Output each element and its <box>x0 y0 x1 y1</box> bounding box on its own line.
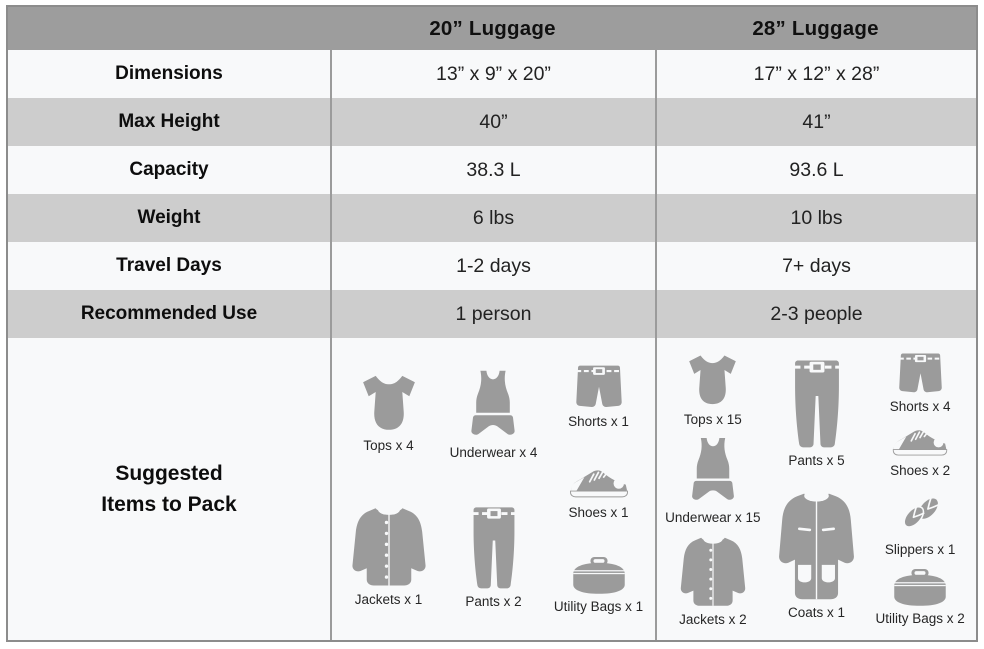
table-row-weight <box>8 194 976 242</box>
pack-item-utility-bags <box>554 557 643 614</box>
pack-row-label-line1: Suggested <box>115 461 223 485</box>
pack-item-jackets <box>347 504 431 607</box>
pack-item-label: Tops x 4 <box>363 438 414 454</box>
header-blank-cell <box>8 7 330 50</box>
pack-item-label: Underwear x 15 <box>665 509 761 525</box>
pack-item-label: Coats x 1 <box>787 605 846 621</box>
pack-20-column-1 <box>336 346 441 632</box>
comparison-table <box>6 5 978 642</box>
pack-item-slippers <box>885 489 956 557</box>
pack-item-underwear <box>450 369 538 460</box>
pants-icon <box>788 358 846 449</box>
value-20: 38.3 L <box>330 146 655 194</box>
value-28: 7+ days <box>655 242 976 290</box>
pack-item-label: Shorts x 4 <box>889 398 951 414</box>
value-20: 40” <box>330 98 655 146</box>
pack-item-label: Shoes x 2 <box>890 462 951 478</box>
sneaker-icon <box>890 426 950 459</box>
slippers-icon <box>894 489 946 538</box>
pack-item-label: Jackets x 1 <box>354 591 423 607</box>
pack-item-label: Pants x 2 <box>465 594 522 610</box>
pants-icon <box>467 505 521 590</box>
underwear-icon <box>684 436 742 506</box>
pack-item-label: Shorts x 1 <box>568 414 629 430</box>
coat-icon <box>768 491 865 601</box>
pack-item-label: Shoes x 1 <box>568 504 629 520</box>
value-28: 93.6 L <box>655 146 976 194</box>
pack-item-label: Tops x 15 <box>683 411 742 427</box>
row-label: Recommended Use <box>80 303 258 324</box>
pack-item-shorts <box>890 352 951 414</box>
shorts-icon <box>895 352 946 395</box>
value-20: 6 lbs <box>330 194 655 242</box>
value-28: 17” x 12” x 28” <box>655 50 976 98</box>
pack-28-column-2 <box>765 346 869 632</box>
row-label: Dimensions <box>115 63 223 84</box>
pack-items-20 <box>330 338 655 640</box>
pack-item-utility-bags <box>876 569 965 626</box>
row-label: Travel Days <box>116 255 222 276</box>
sneaker-icon <box>567 466 631 501</box>
pack-item-tops <box>354 371 424 453</box>
pack-item-tops <box>681 351 744 427</box>
pack-item-shorts <box>568 364 629 429</box>
tshirt-icon <box>354 371 424 434</box>
value-28: 2-3 people <box>655 290 976 338</box>
row-label: Max Height <box>118 111 220 132</box>
pack-item-pants <box>465 505 521 609</box>
tshirt-icon <box>681 351 744 408</box>
shorts-icon <box>572 364 626 410</box>
utility-bag-icon <box>889 569 951 607</box>
pack-item-shoes <box>890 426 950 478</box>
pack-item-underwear <box>665 436 760 525</box>
value-28: 41” <box>655 98 976 146</box>
table-row-max-height <box>8 98 976 146</box>
pack-28-column-1 <box>661 346 765 632</box>
value-20: 1-2 days <box>330 242 655 290</box>
underwear-icon <box>463 369 523 441</box>
header-20-luggage: 20” Luggage <box>429 16 556 40</box>
pack-item-label: Jackets x 2 <box>679 612 747 628</box>
value-20: 13” x 9” x 20” <box>330 50 655 98</box>
pack-item-coats <box>768 491 865 620</box>
row-label: Weight <box>137 207 201 228</box>
pack-item-label: Utility Bags x 2 <box>875 611 965 627</box>
pack-20-column-3 <box>546 346 651 632</box>
header-28-luggage: 28” Luggage <box>752 16 879 40</box>
pack-row-label <box>8 338 330 640</box>
pack-row-label-line2: Items to Pack <box>101 493 237 516</box>
table-row-dimensions <box>8 50 976 98</box>
header-row <box>8 7 976 50</box>
utility-bag-icon <box>568 557 630 595</box>
table-row-travel-days <box>8 242 976 290</box>
table-row-capacity <box>8 146 976 194</box>
value-20: 1 person <box>330 290 655 338</box>
pack-28-column-3 <box>868 346 972 632</box>
pack-item-shoes <box>567 466 631 520</box>
jacket-icon <box>676 534 750 608</box>
pack-20-column-2 <box>441 346 546 632</box>
row-label: Capacity <box>129 159 209 180</box>
pack-item-label: Underwear x 4 <box>449 444 538 460</box>
table-row-recommended-use <box>8 290 976 338</box>
pack-items-28 <box>655 338 976 640</box>
value-28: 10 lbs <box>655 194 976 242</box>
suggested-items-row <box>8 338 976 640</box>
pack-item-pants <box>788 358 846 468</box>
pack-item-jackets <box>676 534 750 627</box>
pack-item-label: Slippers x 1 <box>884 542 956 558</box>
pack-item-label: Utility Bags x 1 <box>553 598 644 614</box>
jacket-icon <box>347 504 431 588</box>
pack-item-label: Pants x 5 <box>788 452 845 468</box>
